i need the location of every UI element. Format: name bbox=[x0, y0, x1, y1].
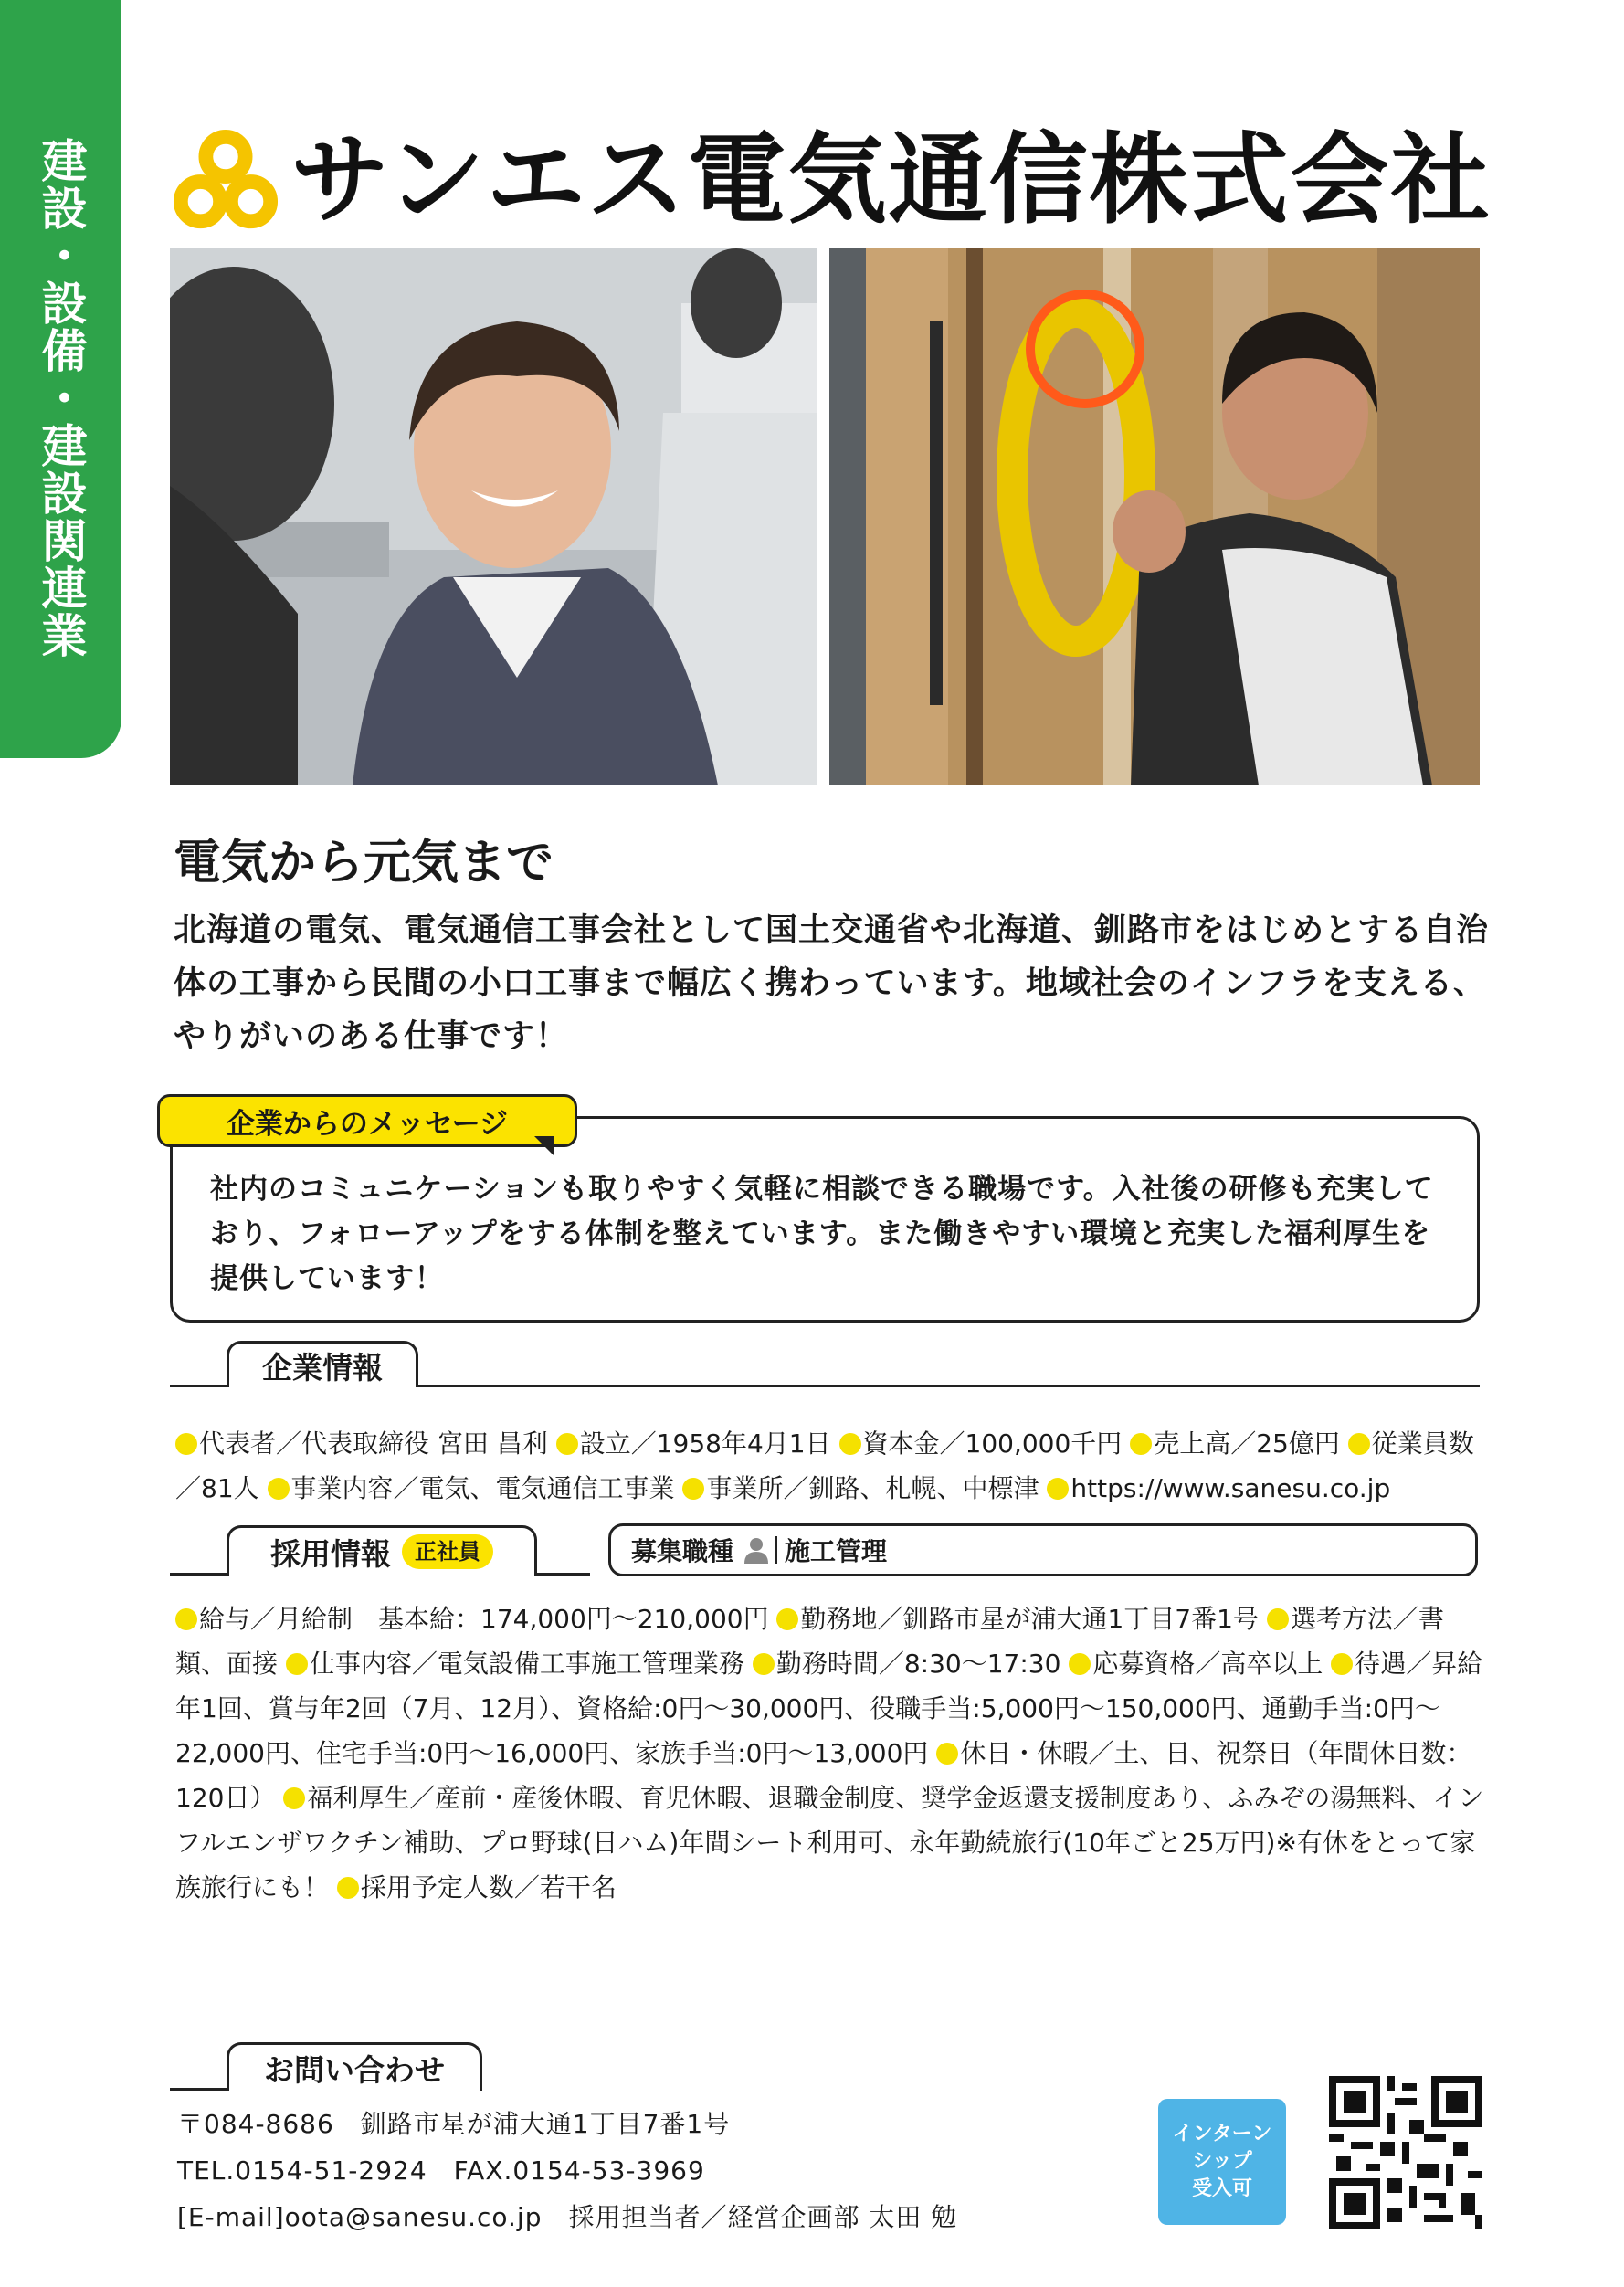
job-type-label: 募集職種 bbox=[631, 1536, 734, 1566]
contact-email[interactable]: [E-mail]oota@sanesu.co.jp 採用担当者／経営企画部 太田 勉 bbox=[177, 2202, 958, 2232]
list-item: 事業内容／電気、電気通信工事業 bbox=[268, 1473, 675, 1503]
list-item: 売上高／25億円 bbox=[1130, 1428, 1340, 1459]
job-type-value: 施工管理 bbox=[785, 1536, 888, 1566]
contact-phone: TEL.0154-51-2924 FAX.0154-53-3969 bbox=[177, 2155, 705, 2186]
list-item: 勤務地／釧路市星が浦大通1丁目7番1号 bbox=[776, 1604, 1258, 1634]
message-label: 企業からのメッセージ bbox=[157, 1094, 577, 1147]
company-info-tab bbox=[227, 1341, 418, 1387]
list-item: 休日・休暇／土、日、祝祭日（年間休日数：120日） bbox=[175, 1738, 1472, 1813]
contact-tab bbox=[227, 2042, 482, 2091]
headline: 電気から元気まで bbox=[174, 836, 554, 891]
bullet-icon bbox=[1130, 1433, 1152, 1455]
bullet-icon bbox=[268, 1478, 290, 1500]
list-item: 従業員数／81人 bbox=[175, 1428, 1474, 1503]
list-item: 事業所／釧路、札幌、中標津 bbox=[682, 1473, 1039, 1503]
bullet-icon bbox=[1047, 1478, 1069, 1500]
message-text: 社内のコミュニケーションも取りやすく気軽に相談できる職場です。入社後の研修も充実しており、フォローアップをする体制を整えています。また働きやすい環境と充実した福利厚生を提供しています！ bbox=[210, 1173, 1434, 1295]
bullet-icon bbox=[1267, 1608, 1289, 1630]
recruit-info-tab bbox=[227, 1525, 537, 1576]
bullet-icon bbox=[753, 1653, 775, 1675]
office-worker-photo bbox=[170, 248, 817, 785]
list-item: 資本金／100,000千円 bbox=[839, 1428, 1123, 1459]
list-item: 待遇／昇給年1回、賞与年2回（7月、12月）、資格給:0円～30,000円、役職手当:5,000円～150,000円、通勤手当:0円～22,000円、住宅手当:0円～16,000円、家族手当:0円～13,000円 bbox=[175, 1649, 1483, 1768]
list-item: 採用予定人数／若干名 bbox=[337, 1872, 617, 1902]
bullet-icon bbox=[556, 1433, 578, 1455]
list-item: 福利厚生／産前・産後休暇、育児休暇、退職金制度、奨学金返還支援制度あり、ふみぞの湯無料、インフルエンザワクチン補助、プロ野球(日ハム)年間シート利用可、永年勤続旅行(10年ごと25万円)※有休をとって家族旅行にも！ bbox=[175, 1783, 1484, 1902]
bullet-icon bbox=[682, 1478, 704, 1500]
company-info-text bbox=[175, 1421, 1491, 1511]
internship-line-3: 受入可 bbox=[1191, 2177, 1252, 2200]
category-tab-label: 建設・設備・建設関連業 bbox=[34, 137, 88, 659]
category-tab bbox=[0, 0, 121, 758]
job-type-box bbox=[608, 1523, 1478, 1576]
bullet-icon bbox=[1348, 1433, 1370, 1455]
internship-line-2: シップ bbox=[1192, 2150, 1252, 2173]
bullet-icon bbox=[1331, 1653, 1353, 1675]
bullet-icon bbox=[283, 1787, 305, 1809]
lead-text: 北海道の電気、電気通信工事会社として国土交通省や北海道、釧路市をはじめとする自治体の工事から民間の小口工事まで幅広く携わっています。地域社会のインフラを支える、やりがいのある仕事です！ bbox=[174, 912, 1490, 1055]
divider bbox=[775, 1536, 777, 1564]
list-item[interactable] bbox=[1047, 1473, 1390, 1503]
list-item: 応募資格／高卒以上 bbox=[1069, 1649, 1323, 1679]
list-item: 給与／月給制 基本給：174,000円～210,000円 bbox=[175, 1604, 769, 1634]
website-link[interactable]: https://www.sanesu.co.jp bbox=[1070, 1473, 1391, 1503]
company-info-title: 企業情報 bbox=[262, 1349, 383, 1386]
recruit-info-title: 採用情報 bbox=[270, 1535, 391, 1572]
bullet-icon bbox=[175, 1608, 197, 1630]
qr-code-icon[interactable] bbox=[1329, 2076, 1482, 2229]
contact-title: お問い合わせ bbox=[264, 2051, 445, 2088]
recruit-info-text bbox=[175, 1597, 1491, 1910]
company-logo-icon bbox=[172, 128, 279, 236]
employment-type-badge: 正社員 bbox=[402, 1534, 493, 1569]
bullet-icon bbox=[175, 1433, 197, 1455]
list-item: 選考方法／書類、面接 bbox=[175, 1604, 1444, 1679]
bullet-icon bbox=[1069, 1653, 1091, 1675]
company-name: サンエス電気通信株式会社 bbox=[290, 123, 1492, 237]
internship-line-1: インターン bbox=[1172, 2123, 1272, 2145]
bullet-icon bbox=[776, 1608, 798, 1630]
bullet-icon bbox=[337, 1877, 359, 1899]
list-item: 代表者／代表取締役 宮田 昌利 bbox=[175, 1428, 548, 1459]
list-item: 仕事内容／電気設備工事施工管理業務 bbox=[286, 1649, 744, 1679]
bullet-icon bbox=[839, 1433, 861, 1455]
list-item: 勤務時間／8:30～17:30 bbox=[753, 1649, 1061, 1679]
bullet-icon bbox=[936, 1743, 958, 1765]
list-item: 設立／1958年4月1日 bbox=[556, 1428, 831, 1459]
person-icon bbox=[743, 1536, 770, 1564]
contact-address: 〒084-8686 釧路市星が浦大通1丁目7番1号 bbox=[177, 2109, 731, 2139]
field-worker-photo bbox=[829, 248, 1480, 785]
bullet-icon bbox=[286, 1653, 308, 1675]
internship-badge bbox=[1158, 2099, 1286, 2225]
contact-text bbox=[177, 2101, 957, 2240]
speech-tail-icon bbox=[534, 1136, 554, 1156]
